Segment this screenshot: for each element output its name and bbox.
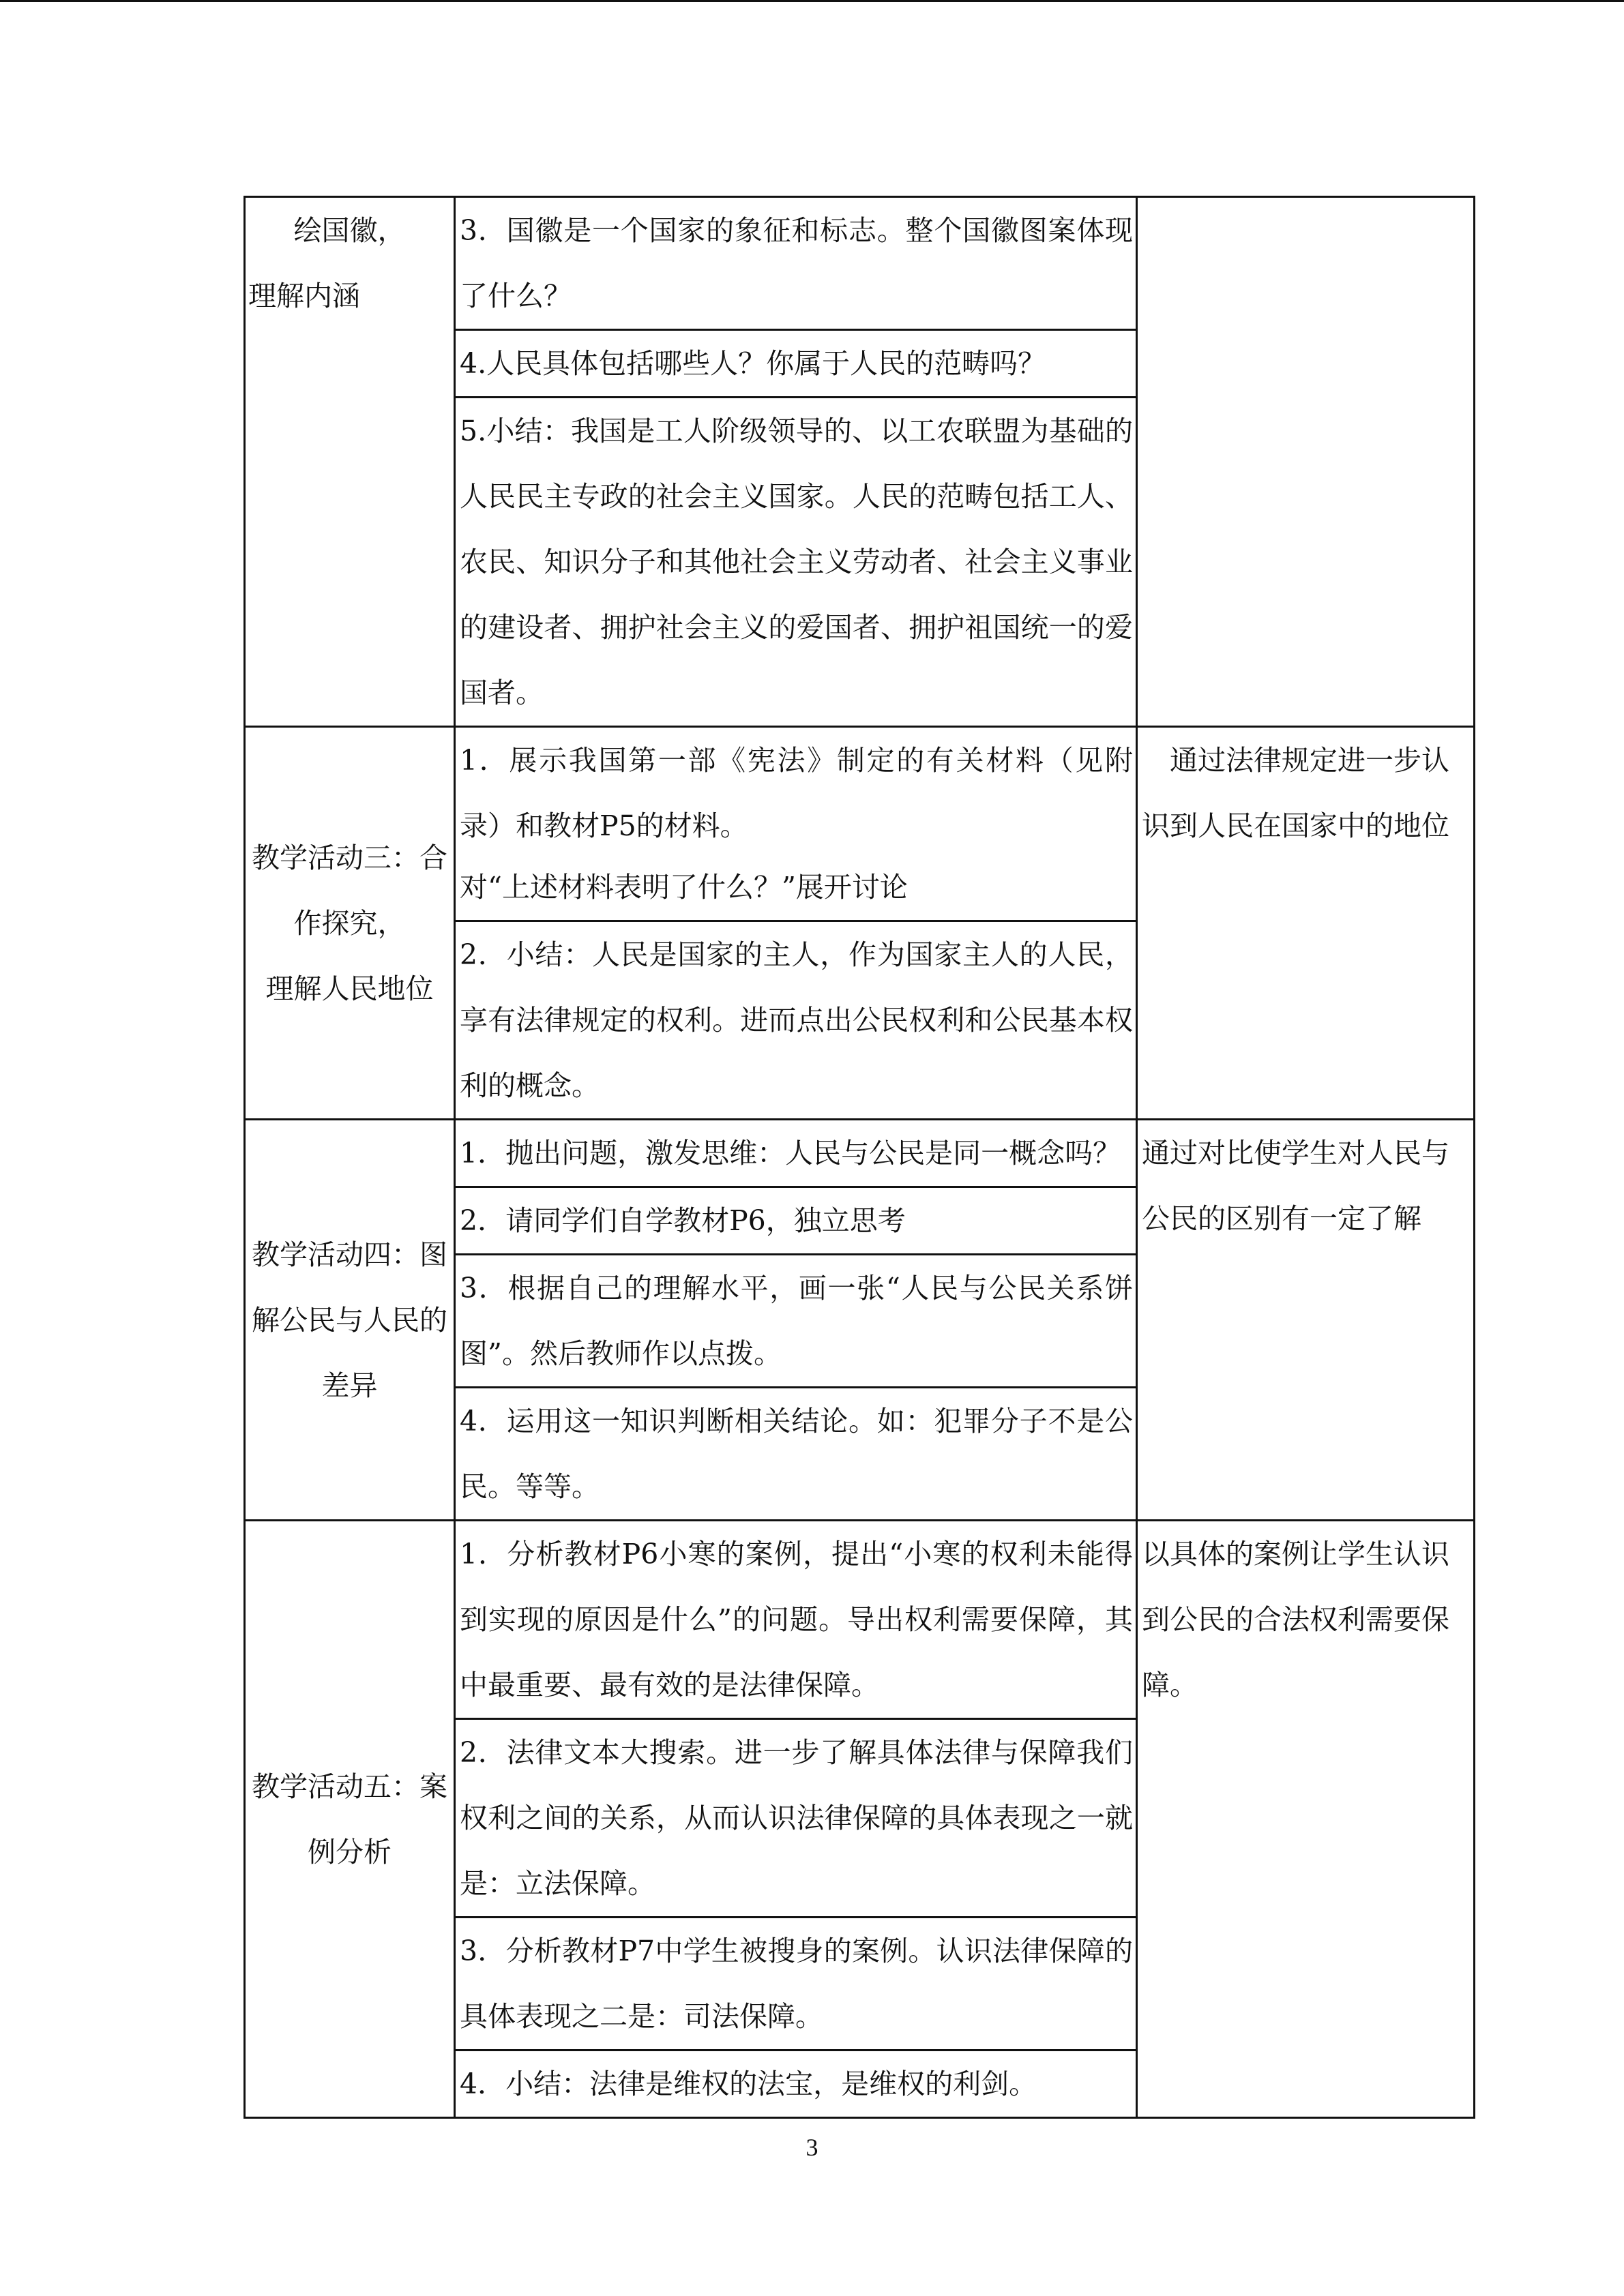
step-text: 4.人民具体包括哪些人？你属于人民的范畴吗？ xyxy=(460,347,1046,380)
intent-cell xyxy=(1137,1120,1475,1521)
activity-line: 教学活动四：图解公民与人民的差异 xyxy=(252,1238,447,1402)
step-text: 3．根据自己的理解水平，画一张“人民与公民关系饼图”。然后教师作以点拨。 xyxy=(460,1272,1133,1370)
step-text: 1．分析教材P6小寒的案例，提出“小寒的权利未能得到实现的原因是什么”的问题。导出权利需要保障，其中最重要、最有效的是法律保障。 xyxy=(460,1538,1133,1701)
page-top-rule xyxy=(0,0,1624,2)
step-cell xyxy=(455,330,1137,398)
activity-cell xyxy=(245,1120,455,1521)
step-text: 2．小结：人民是国家的主人，作为国家主人的人民，享有法律规定的权利。进而点出公民权利和公民基本权利的概念。 xyxy=(460,938,1133,1102)
step-text: 3．分析教材P7中学生被搜身的案例。认识法律保障的具体表现之二是：司法保障。 xyxy=(460,1935,1133,2033)
lesson-plan-table xyxy=(243,196,1475,2119)
step-text: 对“上述材料表明了什么？”展开讨论 xyxy=(460,871,908,904)
step-cell xyxy=(455,1719,1137,1918)
activity-line: 理解内涵 xyxy=(248,280,360,312)
table-row xyxy=(245,197,1475,330)
intent-cell xyxy=(1137,1521,1475,2118)
table-row xyxy=(245,727,1475,921)
step-text: 1．展示我国第一部《宪法》制定的有关材料（见附录）和教材P5的材料。 xyxy=(460,744,1133,842)
step-cell xyxy=(455,1255,1137,1388)
step-cell xyxy=(455,1120,1137,1187)
step-text: 1．抛出问题，激发思维：人民与公民是同一概念吗？ xyxy=(460,1137,1121,1169)
activity-cell xyxy=(245,727,455,1120)
activity-line: 绘国徽， xyxy=(293,214,406,247)
step-text: 4．小结：法律是维权的法宝，是维权的利剑。 xyxy=(460,2068,1037,2100)
intent-text: 以具体的案例让学生认识到公民的合法权利需要保障。 xyxy=(1142,1538,1449,1701)
step-cell xyxy=(455,398,1137,727)
step-cell xyxy=(455,1187,1137,1255)
step-cell xyxy=(455,727,1137,921)
step-cell xyxy=(455,2051,1137,2118)
table-row xyxy=(245,1120,1475,1187)
step-cell xyxy=(455,1521,1137,1719)
intent-cell xyxy=(1137,197,1475,727)
step-cell xyxy=(455,197,1137,330)
step-cell xyxy=(455,1918,1137,2051)
step-text: 3．国徽是一个国家的象征和标志。整个国徽图案体现了什么？ xyxy=(460,214,1133,312)
step-cell xyxy=(455,1388,1137,1521)
activity-cell xyxy=(245,197,455,727)
activity-line: 教学活动五：案例分析 xyxy=(252,1770,447,1868)
page-number: 3 xyxy=(806,2134,818,2161)
step-text: 5.小结：我国是工人阶级领导的、以工农联盟为基础的人民民主专政的社会主义国家。人民的范畴包括工人、农民、知识分子和其他社会主义劳动者、社会主义事业的建设者、拥护社会主义的爱国者、拥护祖国统一的爱国者。 xyxy=(460,415,1133,709)
activity-line: 教学活动三：合作探究， xyxy=(252,841,447,940)
table-row xyxy=(245,1521,1475,1719)
step-cell xyxy=(455,921,1137,1120)
intent-text: 通过法律规定进一步认识到人民在国家中的地位 xyxy=(1142,744,1449,842)
step-text: 2．法律文本大搜索。进一步了解具体法律与保障我们权利之间的关系，从而认识法律保障的具体表现之一就是：立法保障。 xyxy=(460,1736,1133,1900)
activity-cell xyxy=(245,1521,455,2118)
intent-cell xyxy=(1137,727,1475,1120)
step-text: 4．运用这一知识判断相关结论。如：犯罪分子不是公民。等等。 xyxy=(460,1405,1133,1503)
intent-text: 通过对比使学生对人民与公民的区别有一定了解 xyxy=(1142,1137,1449,1235)
step-text: 2．请同学们自学教材P6，独立思考 xyxy=(460,1204,906,1237)
activity-line: 理解人民地位 xyxy=(265,972,434,1005)
